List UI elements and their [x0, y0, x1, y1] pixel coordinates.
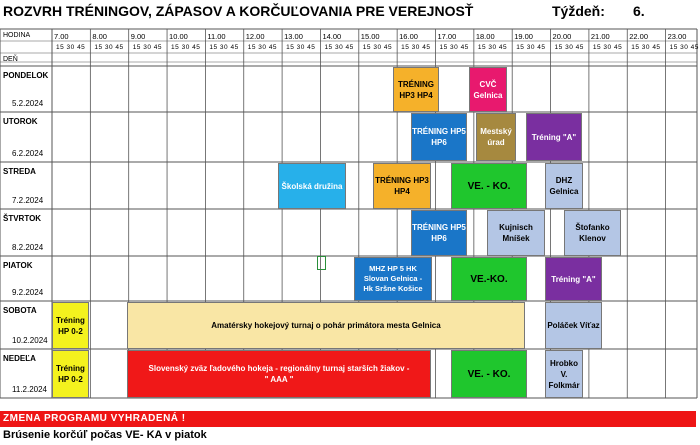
- event-wed-training: TRÉNING HP3 HP4: [373, 163, 431, 209]
- hour-label: 11.00: [207, 32, 226, 41]
- day-date: 5.2.2024: [12, 99, 44, 108]
- day-name: STREDA: [3, 167, 36, 176]
- hour-label: 9.00: [130, 32, 146, 41]
- event-sun-hrobko: Hrobko V. Folkmár: [545, 350, 583, 398]
- event-mon-training: TRÉNING HP3 HP4: [393, 67, 439, 112]
- event-sat-polacek: Poláček Víťaz: [545, 302, 602, 349]
- hour-label: 14.00: [322, 32, 342, 41]
- week-label: Týždeň:: [552, 3, 605, 19]
- quarter-labels: 15 30 45: [362, 44, 393, 51]
- page-title: ROZVRH TRÉNINGOV, ZÁPASOV A KORČUĽOVANIA PRE VEREJNOSŤ: [3, 3, 474, 19]
- week-number: 6.: [633, 3, 645, 19]
- day-name: SOBOTA: [3, 306, 37, 315]
- day-date: 10.2.2024: [12, 336, 48, 345]
- hour-label: 22.00: [629, 32, 649, 41]
- hour-label: 12.00: [245, 32, 265, 41]
- quarter-labels: 15 30 45: [554, 44, 584, 51]
- day-date: 7.2.2024: [12, 196, 44, 205]
- event-mon-cvc: CVČ Gelnica: [469, 67, 507, 112]
- quarter-labels: 15 30 45: [209, 44, 239, 51]
- event-wed-dhz: DHZ Gelnica: [545, 163, 583, 209]
- hour-label: 15.00: [360, 32, 380, 41]
- event-wed-veko: VE. - KO.: [451, 163, 527, 209]
- hour-label: 19.00: [514, 32, 533, 41]
- hour-label: 16.00: [399, 32, 418, 41]
- day-name: UTOROK: [3, 117, 38, 126]
- event-wed-school: Školská družina: [278, 163, 346, 209]
- hour-label: 8.00: [92, 32, 107, 41]
- hour-label: 18.00: [475, 32, 495, 41]
- day-name: PIATOK: [3, 261, 33, 270]
- hour-label: 7.00: [54, 32, 69, 41]
- event-fri-veko: VE.-KO.: [451, 257, 527, 301]
- program-change-notice: ZMENA PROGRAMU VYHRADENÁ !: [0, 411, 696, 427]
- day-name: PONDELOK: [3, 71, 49, 80]
- event-thu-stofanko: Štofanko Klenov: [564, 210, 621, 256]
- event-sun-training: Tréning HP 0-2: [52, 350, 89, 398]
- event-tue-training: TRÉNING HP5 HP6: [411, 113, 467, 161]
- hour-row-label: HODINA: [3, 32, 31, 39]
- day-row-label: DEŇ: [3, 56, 18, 63]
- event-sun-veko: VE. - KO.: [451, 350, 527, 398]
- day-date: 8.2.2024: [12, 243, 44, 252]
- hour-label: 20.00: [552, 32, 572, 41]
- event-thu-training: TRÉNING HP5 HP6: [411, 210, 467, 256]
- hour-label: 21.00: [590, 32, 610, 41]
- event-tue-urad: Mestský úrad: [476, 113, 516, 161]
- skate-sharpening-note: Brúsenie korčúľ počas VE- KA v piatok: [3, 429, 207, 441]
- hour-label: 17.00: [437, 32, 457, 41]
- hour-label: 13.00: [284, 32, 303, 41]
- quarter-labels: 15 30 45: [324, 44, 354, 51]
- quarter-labels: 15 30 45: [171, 44, 201, 51]
- event-fri-training-a: Tréning "A": [545, 257, 602, 301]
- hour-label: 23.00: [667, 32, 687, 41]
- day-date: 11.2.2024: [12, 385, 47, 394]
- quarter-labels: 15 30 45: [631, 44, 661, 51]
- quarter-labels: 15 30 45: [94, 44, 124, 51]
- event-tue-training-a: Tréning "A": [526, 113, 582, 161]
- quarter-labels: 15 30 45: [247, 44, 278, 51]
- quarter-labels: 15 30 45: [401, 44, 431, 51]
- event-thu-kujnisch: Kujnisch Mníšek: [487, 210, 545, 256]
- event-sun-szlh: Slovenský zväz ľadového hokeja - regionálny turnaj starších žiakov - " AAA ": [127, 350, 431, 398]
- quarter-labels: 15 30 45: [286, 44, 316, 51]
- event-fri-mhz: MHZ HP 5 HK Slovan Gelnica - Hk Sršne Košice: [354, 257, 432, 301]
- quarter-labels: 15 30 45: [132, 44, 162, 51]
- cell-cursor[interactable]: [317, 256, 326, 270]
- day-name: ŠTVRTOK: [3, 214, 42, 223]
- event-sat-training: Tréning HP 0-2: [52, 302, 89, 349]
- day-name: NEDEĽA: [3, 354, 36, 363]
- event-sat-tournament: Amatérsky hokejový turnaj o pohár primátora mesta Gelnica: [127, 302, 525, 349]
- day-date: 9.2.2024: [12, 288, 44, 297]
- quarter-labels: 15 30 45: [439, 44, 469, 51]
- hour-label: 10.00: [169, 32, 188, 41]
- quarter-labels: 15 30 45: [592, 44, 623, 51]
- quarter-labels: 15 30 45: [516, 44, 546, 51]
- day-date: 6.2.2024: [12, 149, 44, 158]
- quarter-labels: 15 30 45: [56, 44, 86, 51]
- quarter-labels: 15 30 45: [477, 44, 508, 51]
- quarter-labels: 15 30 45: [669, 44, 699, 51]
